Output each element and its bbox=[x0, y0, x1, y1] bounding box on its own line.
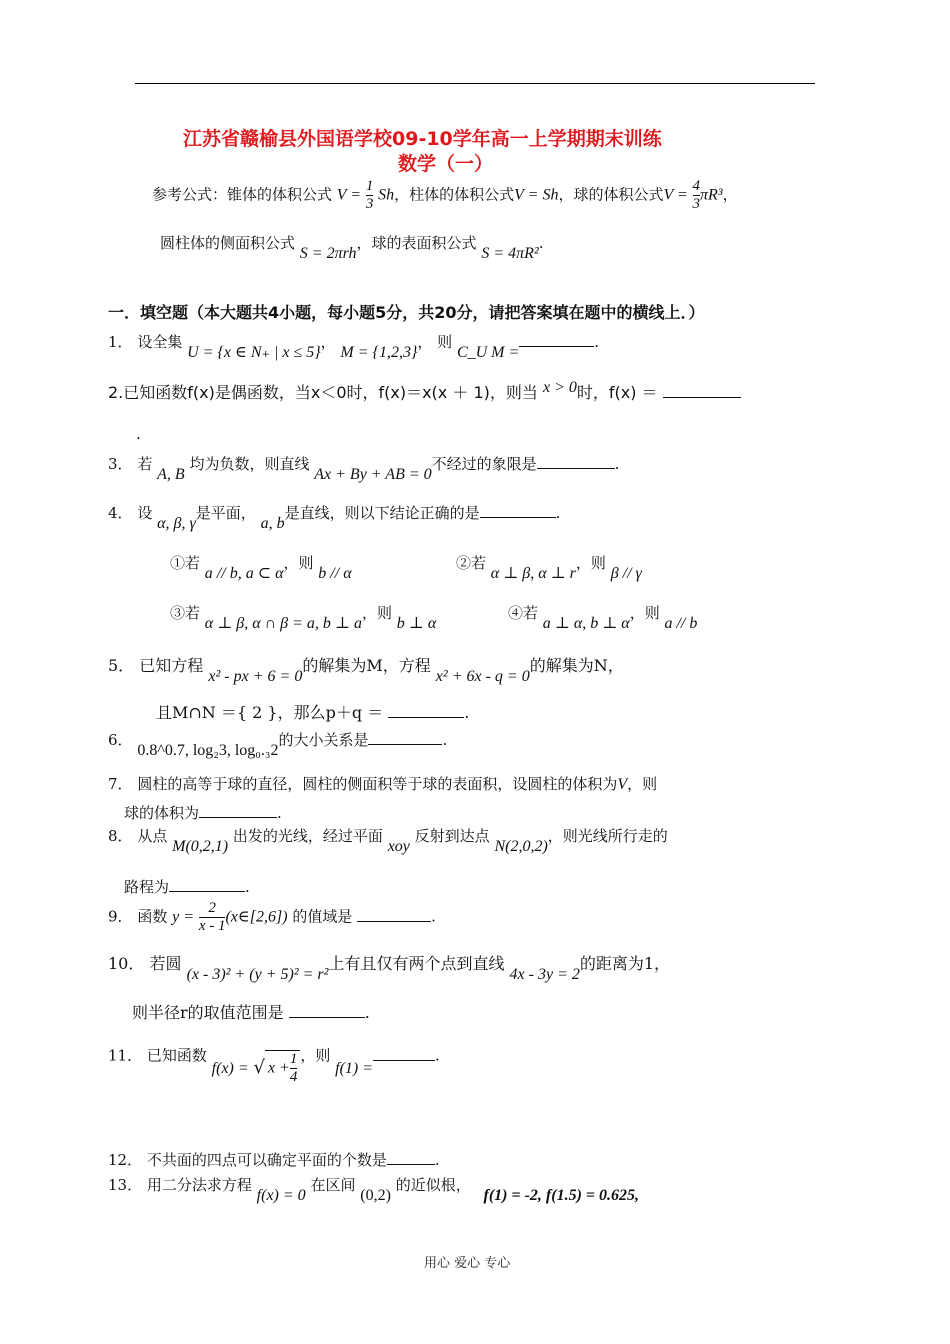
question-9 bbox=[108, 900, 436, 935]
q4-opt4-then: ，则 bbox=[629, 604, 660, 622]
question-11 bbox=[108, 1038, 440, 1085]
q13-text3: 的近似根， bbox=[395, 1176, 471, 1194]
q8-text1: 从点 bbox=[137, 827, 168, 845]
q7-volume: V bbox=[617, 776, 628, 793]
formula-row-1 bbox=[152, 178, 738, 213]
formula-row-2 bbox=[160, 232, 544, 262]
q4-opt2-res: β // γ bbox=[610, 565, 642, 582]
q9-fraction bbox=[199, 900, 226, 935]
q11-number: 11． bbox=[108, 1046, 143, 1065]
q6-answer-blank[interactable] bbox=[368, 728, 442, 745]
question-2 bbox=[108, 380, 741, 403]
q6-number: 6． bbox=[108, 731, 133, 749]
q12-end: . bbox=[434, 1151, 440, 1169]
q13-number: 13． bbox=[108, 1176, 143, 1194]
q4-option-4 bbox=[508, 602, 698, 632]
q9-number: 9． bbox=[108, 907, 133, 926]
q1-complement: C_U M = bbox=[456, 344, 520, 361]
q1-text3: ， bbox=[417, 333, 433, 351]
q10-number: 10． bbox=[108, 954, 145, 973]
surface-label: ，球的表面积公式 bbox=[356, 234, 477, 252]
q1-set-m: M = {1,2,3} bbox=[340, 344, 418, 361]
q8-text4: ，则光线所行走的 bbox=[547, 827, 668, 845]
title-line-1: 江苏省赣榆县外国语学校09-10学年高一上学期期末训练 bbox=[183, 128, 662, 150]
q11-fraction bbox=[290, 1051, 298, 1086]
q12-answer-blank[interactable] bbox=[387, 1148, 435, 1165]
q9-text1: 函数 bbox=[137, 907, 168, 926]
q8-point-n: N(2,0,2) bbox=[494, 838, 548, 855]
q9-end: . bbox=[431, 907, 436, 926]
cone-den: 3 bbox=[365, 196, 374, 212]
q5-number: 5． bbox=[108, 656, 135, 675]
q13-equation: f(x) = 0 bbox=[256, 1187, 306, 1204]
q9-num: 2 bbox=[199, 900, 226, 918]
q4-lines: a, b bbox=[260, 515, 285, 532]
q7-line2-text: 球的体积为 bbox=[124, 804, 200, 822]
q4-opt2-label: ②若 bbox=[456, 554, 487, 572]
sphere-den: 3 bbox=[692, 196, 701, 212]
q1-end: . bbox=[594, 333, 600, 351]
q6-expressions: 0.8^0.7, log₂3, log₀.₃2 bbox=[137, 742, 279, 759]
q8-plane: xoy bbox=[387, 838, 410, 855]
q4-opt1-cond: a // b, a ⊂ α bbox=[204, 565, 284, 582]
q4-opt3-cond: α ⊥ β, α ∩ β = a, b ⊥ a bbox=[204, 615, 362, 632]
q8-line2-text: 路程为 bbox=[124, 878, 170, 896]
q7-text2: ，则 bbox=[627, 775, 658, 793]
q8-line-2 bbox=[124, 875, 250, 897]
q5-eq2: x² + 6x - q = 0 bbox=[435, 668, 530, 685]
q11-text2: ，则 bbox=[300, 1046, 331, 1065]
sphere-lhs: V = bbox=[663, 186, 688, 204]
q11-lhs: f(x) = bbox=[211, 1059, 249, 1077]
q12-text: 不共面的四点可以确定平面的个数是 bbox=[146, 1151, 387, 1169]
cone-fraction bbox=[366, 178, 374, 213]
q10-circle: (x - 3)² + (y + 5)² = r² bbox=[186, 966, 329, 983]
question-13 bbox=[108, 1174, 640, 1204]
cone-lhs: V = bbox=[336, 186, 362, 204]
q9-text2: 的值域是 bbox=[292, 907, 353, 926]
q3-number: 3． bbox=[108, 455, 133, 473]
q10-line2-text: 则半径r的取值范围是 bbox=[132, 1003, 284, 1022]
cone-num: 1 bbox=[365, 178, 374, 194]
q3-text1: 若 bbox=[137, 455, 153, 473]
cylinder-label: ，柱体的体积公式 bbox=[394, 185, 515, 204]
q8-end: . bbox=[245, 878, 250, 896]
q4-opt4-cond: a ⊥ α, b ⊥ α bbox=[542, 615, 630, 632]
q7-end: . bbox=[277, 804, 282, 822]
q8-number: 8． bbox=[108, 827, 133, 845]
q10-line: 4x - 3y = 2 bbox=[509, 966, 580, 983]
q5-end: . bbox=[464, 703, 470, 722]
q2-end: . bbox=[136, 425, 141, 443]
q10-end: . bbox=[364, 1003, 370, 1022]
q9-lhs: y = bbox=[172, 908, 195, 926]
q5-eq1: x² - px + 6 = 0 bbox=[208, 668, 303, 685]
q7-text1: 圆柱的高等于球的直径，圆柱的侧面积等于球的表面积，设圆柱的体积为 bbox=[137, 775, 618, 793]
q8-answer-blank[interactable] bbox=[169, 875, 245, 892]
q4-opt2-then: ，则 bbox=[575, 554, 606, 572]
q11-radicand bbox=[265, 1050, 300, 1086]
q1-text4: 则 bbox=[437, 333, 453, 351]
q3-answer-blank[interactable] bbox=[537, 452, 615, 469]
q7-number: 7． bbox=[108, 775, 133, 793]
q11-f1: f(1) = bbox=[335, 1059, 374, 1077]
q2-number: 2. bbox=[108, 383, 124, 402]
question-5 bbox=[108, 653, 624, 685]
q1-number: 1． bbox=[108, 333, 133, 351]
sphere-num: 4 bbox=[692, 178, 701, 194]
q5-text3: 的解集为N， bbox=[529, 656, 624, 675]
q5-answer-blank[interactable] bbox=[388, 701, 464, 718]
q4-number: 4． bbox=[108, 504, 133, 522]
q4-opt3-then: ，则 bbox=[361, 604, 392, 622]
q5-text1: 已知方程 bbox=[139, 656, 204, 675]
formula-intro: 参考公式：锥体的体积公式 bbox=[152, 185, 333, 204]
q9-den: x - 1 bbox=[198, 918, 226, 934]
q11-num: 1 bbox=[289, 1051, 298, 1067]
q3-line: Ax + By + AB = 0 bbox=[314, 466, 432, 483]
question-3 bbox=[108, 452, 620, 483]
q5-line-2 bbox=[156, 700, 469, 723]
surface-formula: S = 4πR² bbox=[481, 245, 539, 262]
q1-answer-blank[interactable] bbox=[519, 330, 594, 347]
q6-text: 的大小关系是 bbox=[278, 731, 369, 749]
q4-text1: 设 bbox=[137, 504, 153, 522]
q4-opt1-then: ，则 bbox=[283, 554, 314, 572]
q10-text2: 上有且仅有两个点到直线 bbox=[328, 954, 505, 973]
question-1 bbox=[108, 330, 600, 361]
q5-line2-text: 且M∩N ＝{ 2 }，那么p＋q ＝ bbox=[156, 703, 384, 722]
title-line-2: 数学（一） bbox=[398, 153, 494, 175]
section-heading: 一．填空题（本大题共4小题，每小题5分，共20分，请把答案填在题中的横线上．） bbox=[108, 303, 705, 322]
q6-end: . bbox=[442, 731, 448, 749]
q4-option-2 bbox=[456, 552, 642, 582]
question-8 bbox=[108, 825, 668, 855]
q4-answer-blank[interactable] bbox=[480, 501, 556, 518]
footer: 用心 爱心 专心 bbox=[424, 1256, 511, 1271]
q1-text1: 设全集 bbox=[137, 333, 183, 351]
q4-option-1 bbox=[170, 552, 352, 582]
top-rule bbox=[135, 83, 815, 84]
q2-text2: 时，f(x) ＝ bbox=[576, 383, 658, 402]
q10-text3: 的距离为1， bbox=[579, 954, 671, 973]
q8-text3: 反射到达点 bbox=[414, 827, 490, 845]
q11-den: 4 bbox=[289, 1069, 298, 1085]
q11-answer-blank[interactable] bbox=[373, 1044, 435, 1061]
q10-answer-blank[interactable] bbox=[289, 1001, 365, 1018]
q8-text2: 出发的光线，经过平面 bbox=[232, 827, 383, 845]
q4-opt4-res: a // b bbox=[664, 615, 698, 632]
sphere-label: ，球的体积公式 bbox=[558, 185, 664, 204]
question-7 bbox=[108, 773, 657, 794]
q3-ab: A, B bbox=[157, 466, 185, 483]
sphere-rhs: πR³ bbox=[700, 186, 723, 204]
q13-text1: 用二分法求方程 bbox=[146, 1176, 252, 1194]
q3-end: . bbox=[614, 455, 620, 473]
q4-text3: 是直线，则以下结论正确的是 bbox=[284, 504, 480, 522]
q1-set-u: U = {x ∈ N₊ | x ≤ 5} bbox=[187, 344, 321, 361]
question-10 bbox=[108, 951, 671, 983]
q4-opt4-label: ④若 bbox=[508, 604, 539, 622]
sqrt-symbol: √ bbox=[253, 1056, 265, 1078]
q4-opt2-cond: α ⊥ β, α ⊥ r bbox=[490, 565, 576, 582]
q9-domain: (x∈[2,6]) bbox=[225, 908, 288, 926]
question-12 bbox=[108, 1148, 440, 1170]
question-4 bbox=[108, 501, 561, 532]
sphere-fraction bbox=[693, 178, 701, 213]
q12-number: 12． bbox=[108, 1151, 143, 1169]
q13-text2: 在区间 bbox=[310, 1176, 356, 1194]
q7-answer-blank[interactable] bbox=[199, 801, 277, 818]
q8-point-m: M(0,2,1) bbox=[172, 838, 229, 855]
q4-opt3-label: ③若 bbox=[170, 604, 201, 622]
q13-values: f(1) = -2, f(1.5) = 0.625, bbox=[483, 1187, 640, 1204]
q4-end: . bbox=[555, 504, 561, 522]
cone-rhs: Sh bbox=[378, 186, 395, 204]
q9-answer-blank[interactable] bbox=[357, 905, 431, 922]
q4-opt1-res: b // α bbox=[318, 565, 352, 582]
surface-end: . bbox=[538, 234, 544, 252]
q4-text2: 是平面， bbox=[195, 504, 256, 522]
q11-inner: x + bbox=[267, 1059, 290, 1077]
q2-text: 已知函数f(x)是偶函数，当x＜0时，f(x)＝x(x ＋ 1)，则当 bbox=[123, 383, 538, 402]
q2-answer-blank[interactable] bbox=[663, 381, 741, 398]
lateral-formula: S = 2πrh bbox=[299, 245, 357, 262]
q1-text2: ， bbox=[320, 333, 336, 351]
q4-option-3 bbox=[170, 602, 437, 632]
q10-text1: 若圆 bbox=[149, 954, 182, 973]
q11-end: . bbox=[435, 1046, 440, 1065]
question-6 bbox=[108, 728, 448, 759]
q10-line-2 bbox=[132, 1000, 370, 1023]
lateral-label: 圆柱体的侧面积公式 bbox=[160, 234, 296, 252]
q4-planes: α, β, γ bbox=[157, 515, 196, 532]
cylinder-formula: V = Sh bbox=[514, 186, 559, 204]
q4-opt3-res: b ⊥ α bbox=[396, 615, 437, 632]
q11-text1: 已知函数 bbox=[146, 1046, 207, 1065]
q5-text2: 的解集为M，方程 bbox=[302, 656, 431, 675]
q4-opt1-label: ①若 bbox=[170, 554, 201, 572]
sphere-end: ， bbox=[722, 185, 738, 204]
q7-line-2 bbox=[124, 801, 282, 823]
q3-text2: 均为负数，则直线 bbox=[189, 455, 310, 473]
q13-interval: (0,2) bbox=[360, 1187, 391, 1204]
q3-text3: 不经过的象限是 bbox=[431, 455, 537, 473]
q2-condition: x > 0 bbox=[542, 379, 577, 396]
